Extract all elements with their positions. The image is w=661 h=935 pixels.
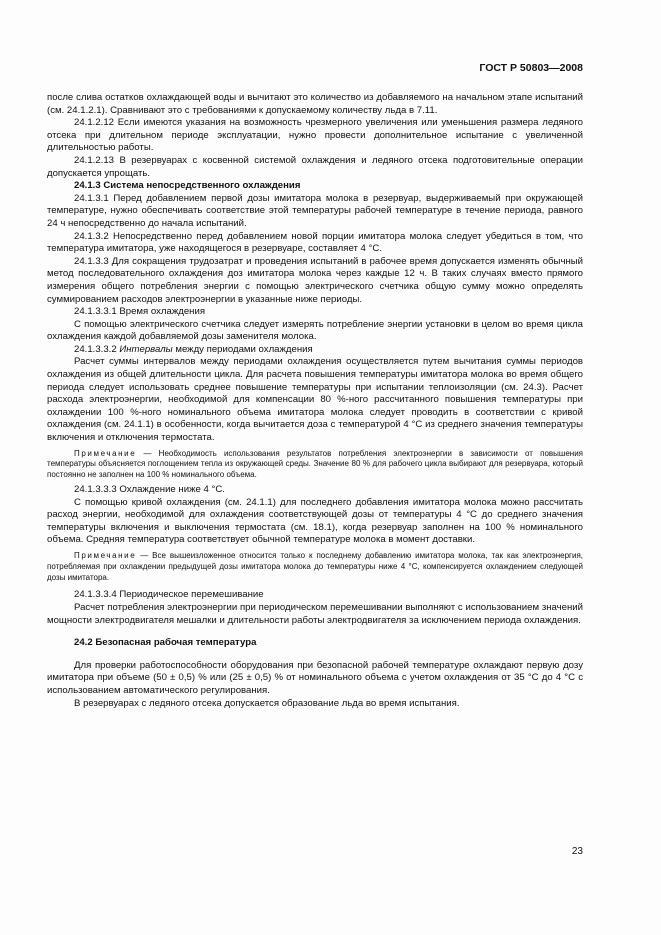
standard-header: ГОСТ Р 50803—2008 (479, 62, 583, 74)
note-label: Примечание (74, 550, 137, 560)
section-heading: 24.1.3 Система непосредственного охлаждения (74, 180, 301, 192)
paragraph: С помощью электрического счетчика следует измерять потребление энергии установки в целом во время цикла охлаждения каждой добавляемой дозы заменителя молока. (47, 318, 583, 343)
paragraph: Для проверки работоспособности оборудования при безопасной рабочей температуре охлаждают первую дозу имитатора при объеме (50 ± 0,5) % или (25 ± 0,5) % от номинального объема с учетом охлаждения от 35 °С до 4 °С с использованием автоматического регулирования. (47, 659, 583, 696)
italic-term: Интервалы (119, 343, 173, 355)
paragraph: 24.1.2.13 В резервуарах с косвенной системой охлаждения и ледяного отсека подготовительные операции допускается упрощать. (47, 154, 583, 179)
paragraph: С помощью кривой охлаждения (см. 24.1.1) для последнего добавления имитатора молока можно рассчитать расход энергии, необходимой для охлаждения соответствующей дозы от температуры 4 °С до среднего значения температуры включения и выключения термостата (см. 18.1), когда резервуар заполнен на 100 % номинального объема. Средняя температура соответствует обычной температуре молока в момент доставки. (47, 496, 583, 546)
note-label: Примечание (74, 448, 137, 458)
note-text: — Все вышеизложенное относится только к последнему добавлению имитатора молока, так как электроэнергия, потребляемая при охлаждении предыдущей дозы имитатора молока до температуры ниже 4 °С, компенсируется охлаждением следующей дозы имитатора. (47, 550, 583, 582)
subsection-heading: 24.1.3.3.3 Охлаждение ниже 4 °С. (74, 484, 225, 496)
paragraph: В резервуарах с ледяного отсека допускается образование льда во время испытания. (74, 697, 460, 709)
paragraph: 24.1.3.2 Непосредственно перед добавлением новой порции имитатора молока следует убедиться в том, что температура имитатора, уже находящегося в резервуаре, составляет 4 °С. (47, 230, 583, 255)
clause-title: между периодами охлаждения (175, 343, 313, 355)
clause-number: 24.1.3.3.2 (74, 343, 117, 355)
paragraph: Расчет суммы интервалов между периодами охлаждения осуществляется путем вычитания суммы периодов охлаждения из общей длительности цикла. Для расчета повышения температуры имитатора молока во время общего периода следует использовать среднее повышение температуры при испытании теплоизоляции (см. 24.3). Расчет расхода электроэнергии, необходимой для компенсации 80 %-ного рассчитанного повышения температуры при охлаждении 100 %-ного номинального объема имитатора молока следует проводить в соответствии с кривой охлаждения (см. 24.1.1) в особенности, когда вычитается доза с температурой 4 °С из среднего значения температуры включения и отключения термостата. (47, 356, 583, 444)
subsection-heading: 24.1.3.3.4 Периодическое перемешивание (74, 589, 264, 601)
note-text: — Необходимость использования результатов потребления электроэнергии в зависимости от повышения температуры объясняется поглощением тепла из окружающей среды. Значение 80 % для рабочего цикла выбирают для резервуара, который постоянно не заполнен на 100 % номинального объема. (47, 448, 583, 480)
note (47, 449, 583, 481)
document-body (47, 92, 583, 710)
subsection-heading: 24.1.3.3.1 Время охлаждения (74, 306, 206, 318)
section-heading: 24.2 Безопасная рабочая температура (74, 637, 257, 649)
paragraph: после слива остатков охлаждающей воды и вычитают это количество из добавляемого на начальном этапе испытаний (см. 24.1.2.1). Сравнивают это с требованиями к допускаемому количеству льда в 7.11. (47, 92, 583, 116)
paragraph: 24.1.3.1 Перед добавлением первой дозы имитатора молока в резервуар, выдерживаемый при окружающей температуре, нужно обеспечивать соответствие этой температуры рабочей температуре в течение периода, равного 24 ч непосредственно до начала испытаний. (47, 192, 583, 229)
paragraph: Расчет потребления электроэнергии при периодическом перемешивании выполняют с использованием значений мощности электродвигателя мешалки и длительности работы электродвигателя за исключением периода охлаждения. (47, 601, 583, 626)
paragraph: 24.1.2.12 Если имеются указания на возможность чрезмерного увеличения или уменьшения размера ледяного отсека при длительном периоде эксплуатации, нужно провести дополнительное испытание с увеличенной длительностью работы. (47, 117, 583, 154)
paragraph: 24.1.3.3 Для сокращения трудозатрат и проведения испытаний в рабочее время допускается изменять обычный метод последовательного охлаждения доз имитатора молока через каждые 12 ч. В таких случаях вместо прямого измерения общего потребления энергии с помощью электрического счетчика общую сумму можно определять суммированием расходов электроэнергии в указанные ниже периоды. (47, 255, 583, 305)
subsection-heading (47, 344, 583, 357)
note (47, 551, 583, 583)
page-number: 23 (571, 846, 583, 857)
